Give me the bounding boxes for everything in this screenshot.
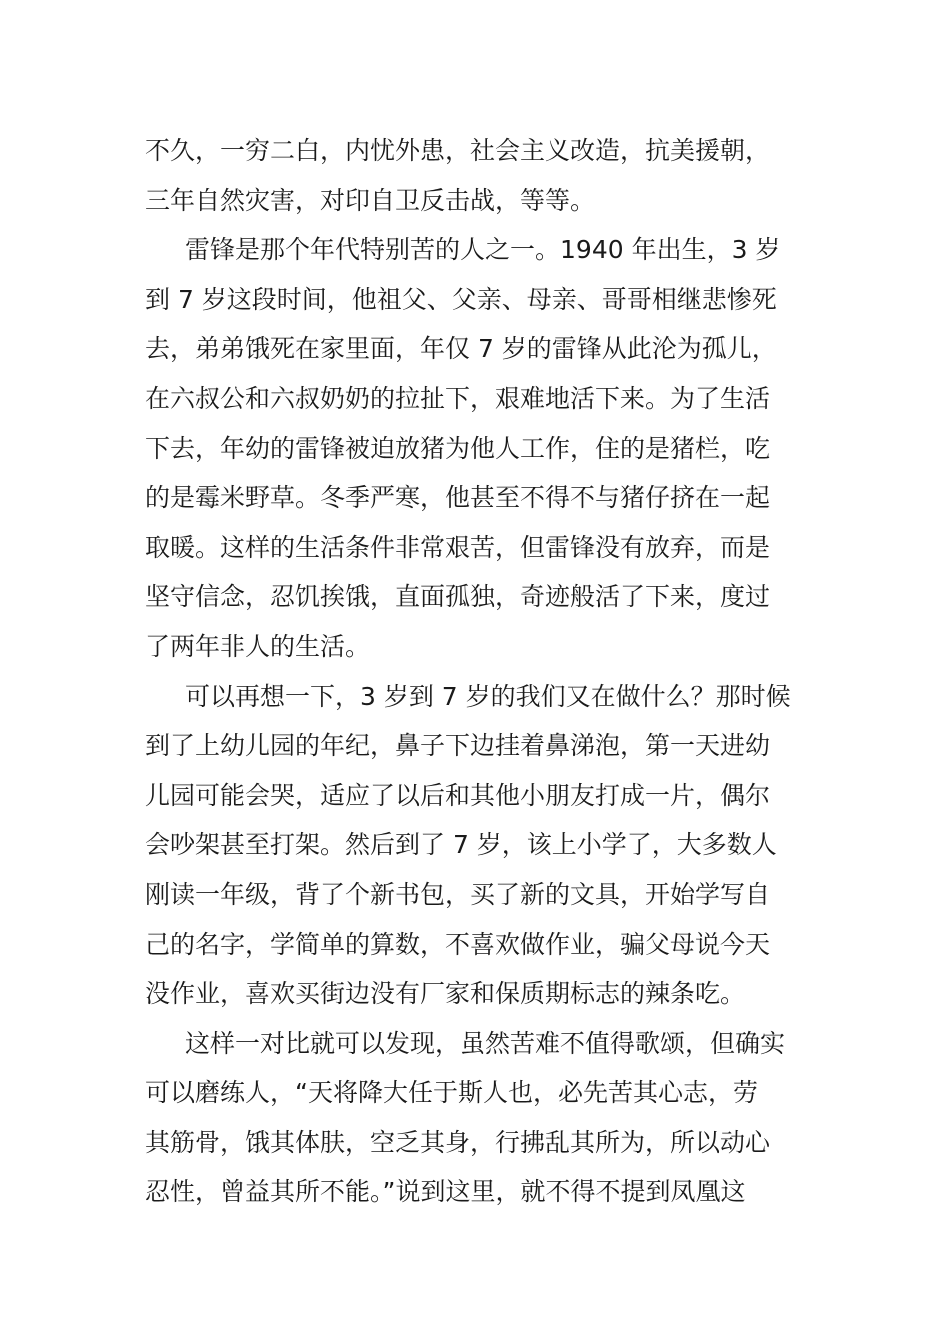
text-line: 在六叔公和六叔奶奶的拉扯下，艰难地活下来。为了生活 bbox=[145, 383, 771, 413]
text-line: 刚读一年级，背了个新书包，买了新的文具，开始学写自 bbox=[145, 879, 771, 909]
text-line: 到了上幼儿园的年纪，鼻子下边挂着鼻涕泡，第一天进幼 bbox=[145, 731, 771, 761]
text-line: 了两年非人的生活。 bbox=[145, 631, 371, 661]
text-line: 可以磨练人，“天将降大任于斯人也，必先苦其心志，劳 bbox=[145, 1078, 758, 1108]
text-line: 可以再想一下，3 岁到 7 岁的我们又在做什么？那时候 bbox=[185, 681, 791, 711]
text-line: 这样一对比就可以发现，虽然苦难不值得歌颂，但确实 bbox=[185, 1028, 786, 1058]
text-line: 雷锋是那个年代特别苦的人之一。1940 年出生，3 岁 bbox=[185, 235, 781, 265]
text-line: 没作业，喜欢买街边没有厂家和保质期标志的辣条吃。 bbox=[145, 979, 746, 1009]
text-line: 会吵架甚至打架。然后到了 7 岁，该上小学了，大多数人 bbox=[145, 830, 777, 860]
text-line: 取暖。这样的生活条件非常艰苦，但雷锋没有放弃，而是 bbox=[145, 532, 771, 562]
text-line: 三年自然灾害，对印自卫反击战，等等。 bbox=[145, 185, 596, 215]
text-line: 坚守信念，忍饥挨饿，直面孤独，奇迹般活了下来，度过 bbox=[145, 582, 771, 612]
text-line: 其筋骨，饿其体肤，空乏其身，行拂乱其所为，所以动心 bbox=[145, 1127, 771, 1157]
text-line: 儿园可能会哭，适应了以后和其他小朋友打成一片，偶尔 bbox=[145, 780, 771, 810]
text-line: 的是霉米野草。冬季严寒，他甚至不得不与猪仔挤在一起 bbox=[145, 483, 771, 513]
text-line: 去，弟弟饿死在家里面，年仅 7 岁的雷锋从此沦为孤儿， bbox=[145, 334, 777, 364]
text-line: 到 7 岁这段时间，他祖父、父亲、母亲、哥哥相继悲惨死 bbox=[145, 284, 777, 314]
body-text bbox=[145, 126, 805, 1217]
text-line: 己的名字，学简单的算数，不喜欢做作业，骗父母说今天 bbox=[145, 929, 771, 959]
text-line: 忍性，曾益其所不能。”说到这里，就不得不提到凤凰这 bbox=[145, 1177, 746, 1207]
text-line: 下去，年幼的雷锋被迫放猪为他人工作，住的是猪栏，吃 bbox=[145, 433, 771, 463]
text-line: 不久，一穷二白，内忧外患，社会主义改造，抗美援朝， bbox=[145, 136, 771, 165]
